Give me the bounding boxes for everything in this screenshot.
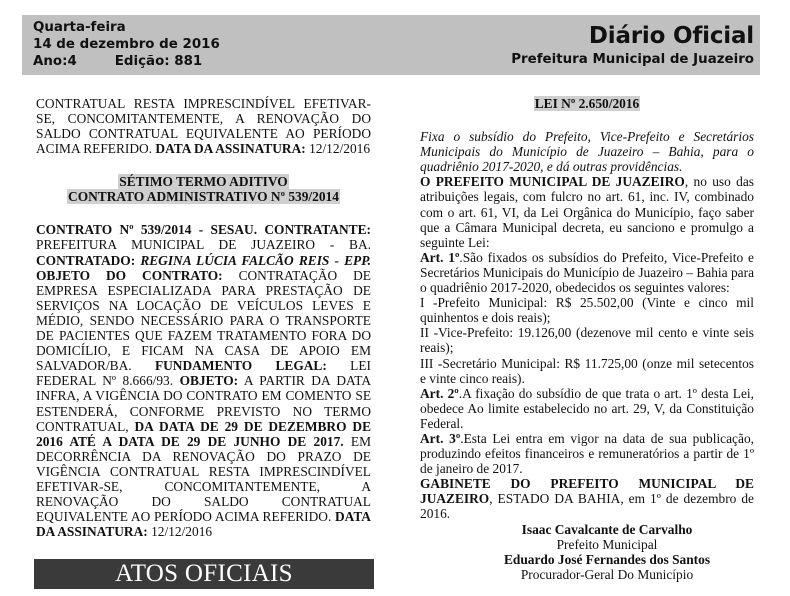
- signature-date-label: DATA DA ASSINATURA:: [36, 509, 371, 540]
- signatory-name: Eduardo José Fernandes dos Santos: [503, 551, 711, 567]
- continued-paragraph: CONTRATUAL RESTA IMPRESCINDÍVEL EFETIVAR-SE, CONCOMITANTEMENTE, A RENOVAÇÃO DO SALDO CONTRATUAL EQUIVALENTE AO PERÍODO ACIMA REFERIDO. DATA DA ASSINATURA: 12/12/2016: [36, 96, 371, 157]
- article-1-item: II -Vice-Prefeito: 19.126,00 (dezenove mil cento e vinte seis reais);: [420, 325, 754, 356]
- issue-date: 14 de dezembro de 2016: [33, 37, 220, 52]
- article-2-label: Art. 2º: [420, 385, 459, 401]
- fundamento-label: FUNDAMENTO LEGAL:: [154, 358, 327, 374]
- article-1-item: I -Prefeito Municipal: R$ 25.502,00 (Vinte e cinco mil quinhentos e dois reais);: [420, 295, 754, 326]
- masthead: [22, 15, 760, 75]
- edition-label: Edição: 881: [114, 54, 203, 69]
- left-column: [36, 96, 371, 539]
- signatory-name: Isaac Cavalcante de Carvalho: [521, 521, 693, 537]
- objeto-contrato-label: OBJETO DO CONTRATO:: [36, 267, 223, 283]
- year-edition: [33, 53, 220, 70]
- article-1: Art. 1º.São fixados os subsídios do Prefeito, Vice-Prefeito e Secretários Municipais do Município de Juazeiro – Bahia para o quadriênio 2017-2020, obedecidos os seguintes valores:: [420, 249, 755, 296]
- publication-subtitle: Prefeitura Municipal de Juazeiro: [511, 52, 754, 67]
- validity-period: DA DATA DE 29 DE DEZEMBRO DE 2016 ATÉ A DATA DE 29 DE JUNHO DE 2017.: [36, 418, 372, 449]
- weekday: Quarta-feira: [33, 20, 126, 35]
- contratado-label: CONTRATADO:: [36, 252, 136, 268]
- closing-paragraph: GABINETE DO PREFEITO MUNICIPAL DE JUAZEIRO, ESTADO DA BAHIA, em 1º de dezembro de 2016.: [420, 476, 754, 522]
- issue-info: [33, 19, 220, 70]
- publication-brand: [511, 23, 754, 70]
- renewal-text: EM DECORRÊNCIA DA RENOVAÇÃO DO PRAZO DE VIGÊNCIA CONTRATUAL RESTA IMPRESCINDÍVEL EFETIVAR-SE, CONCOMITANTEMENTE, A RENOVAÇÃO DO SALDO CONTRATUAL EQUIVALENTE AO PERÍODO ACIMA REFERIDO.: [36, 433, 371, 525]
- law-title: LEI Nº 2.650/2016: [534, 96, 640, 111]
- contract-number: CONTRATO Nº 539/2014 - SESAU. CONTRATANTE:: [36, 222, 371, 238]
- objeto-contrato: CONTRATAÇÃO DE EMPRESA ESPECIALIZADA PARA PRESTAÇÃO DE SERVIÇOS NA LOCAÇÃO DE VEÍCULOS LEVES E MÉDIO, SENDO NECESSÁRIO PARA O TRANSPORTE DE PACIENTES QUE FAZEM TRATAMENTO FORA DO DOMICÍLIO, E FICAM NA CASA DE APOIO EM SALVADOR/BA.: [36, 267, 371, 374]
- article-3-label: Art. 3º: [420, 430, 461, 446]
- contratante: PREFEITURA MUNICIPAL DE JUAZEIRO - BA.: [36, 237, 371, 253]
- section-title: [36, 174, 371, 204]
- signature-date: 12/12/2016: [305, 141, 371, 157]
- law-preamble: O PREFEITO MUNICIPAL DE JUAZEIRO, no uso das atribuições legais, com fulcro no art. 61, inc. IV, combinado com o art. 61, VI, da Lei Orgânica do Município, faço saber que a Câmara Municipal decreta, eu sanciono e promulgo a seguinte Lei:: [420, 174, 755, 250]
- right-column: [420, 96, 754, 582]
- signatory-role: Procurador-Geral Do Município: [520, 566, 694, 582]
- signature-date: 12/12/2016: [147, 524, 213, 540]
- publication-title: Diário Oficial: [588, 23, 754, 49]
- article-3: Art. 3º.Esta Lei entra em vigor na data de sua publicação, produzindo efeitos financeiros e remuneratórios a partir de 1º de janeiro de 2017.: [420, 430, 754, 477]
- article-1-item: III -Secretário Municipal: R$ 11.725,00 (onze mil setecentos e vinte cinco reais).: [420, 355, 754, 386]
- contratado-name: REGINA LÚCIA FALCÃO REIS - EPP.: [135, 252, 371, 268]
- signatory-role: Prefeito Municipal: [556, 536, 658, 552]
- signature-date-label: DATA DA ASSINATURA:: [155, 141, 306, 157]
- article-2: Art. 2º.A fixação do subsídio de que trata o art. 1º desta Lei, obedece Ao limite estabelecido no art. 29, V, da Constituição Federal.: [420, 385, 755, 431]
- contract-paragraph: [36, 222, 371, 539]
- law-ementa: Fixa o subsídio do Prefeito, Vice-Prefeito e Secretários Municipais do Município de Juazeiro – Bahia, para o quadriênio 2017-2020, e dá outras providências.: [420, 129, 754, 175]
- section-title-line1: SÉTIMO TERMO ADITIVO: [119, 174, 288, 190]
- fundamento: LEI FEDERAL Nº 8.666/93.: [36, 358, 371, 389]
- objeto: A PARTIR DA DATA INFRA, A VIGÊNCIA DO CONTRATO EM COMENTO SE ESTENDERÁ, CONFORME PREVISTO NO TERMO CONTRATUAL,: [36, 373, 371, 434]
- section-title-line2: CONTRATO ADMINISTRATIVO Nº 539/2014: [68, 189, 339, 205]
- year-label: Ano:4: [33, 54, 77, 69]
- atos-oficiais-banner: ATOS OFICIAIS: [34, 559, 374, 589]
- objeto-label: OBJETO:: [179, 373, 239, 389]
- article-1-label: Art. 1º: [420, 249, 460, 265]
